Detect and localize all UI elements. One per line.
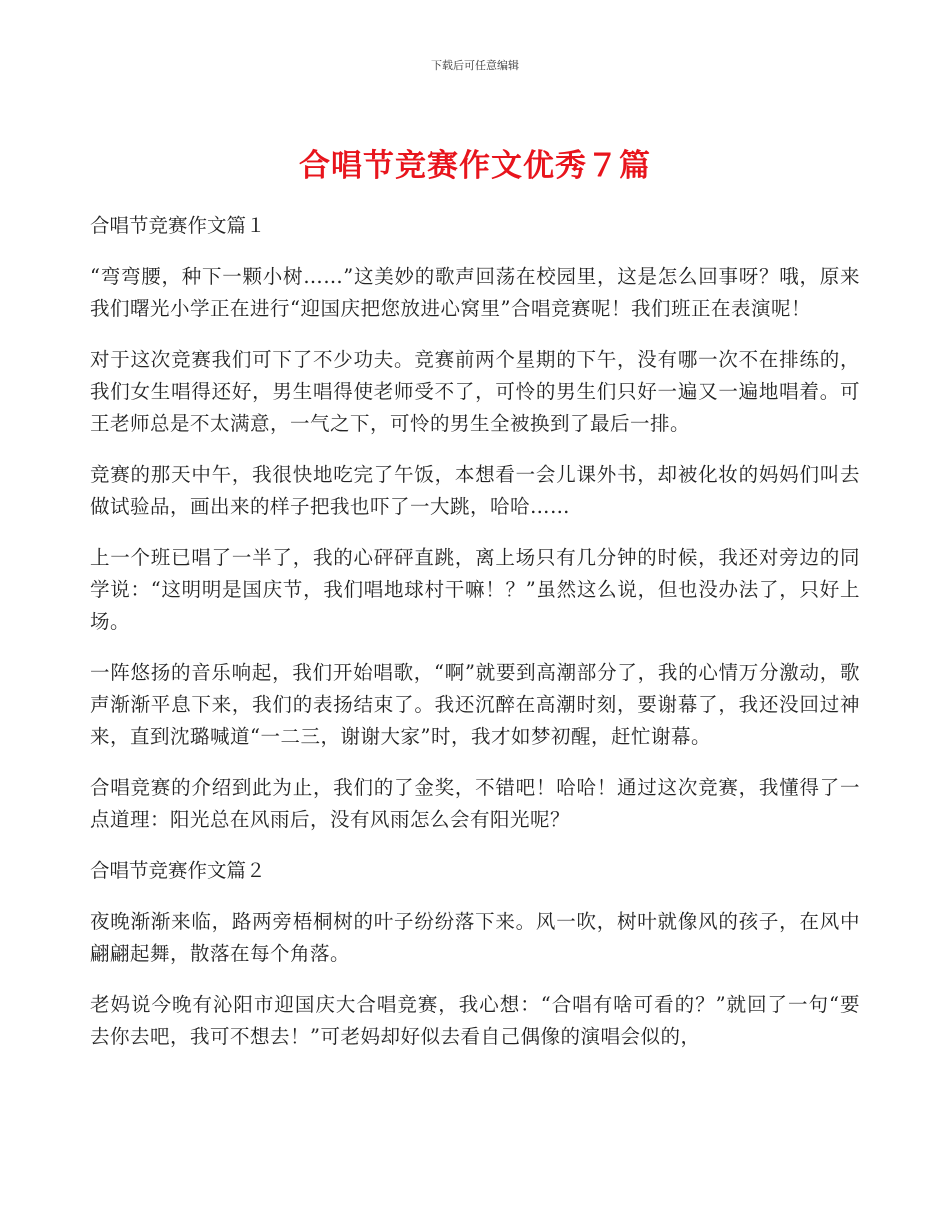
header-note: 下载后可任意编辑	[431, 59, 519, 72]
paragraph: 老妈说今晚有沁阳市迎国庆大合唱竞赛，我心想：“合唱有啥可看的？”就回了一句“要去你去吧，我可不想去！”可老妈却好似去看自己偶像的演唱会似的，	[90, 993, 860, 1048]
paragraph: 合唱竞赛的介绍到此为止，我们的了金奖，不错吧！哈哈！通过这次竞赛，我懂得了一点道理：阳光总在风雨后，没有风雨怎么会有阳光呢？	[90, 776, 860, 831]
paragraph: 一阵悠扬的音乐响起，我们开始唱歌，“啊”就要到高潮部分了，我的心情万分激动，歌声渐渐平息下来，我们的表扬结束了。我还沉醉在高潮时刻，要谢幕了，我还没回过神来，直到沈璐喊道“一二三，谢谢大家”时，我才如梦初醒，赶忙谢幕。	[90, 661, 860, 748]
document-body	[90, 210, 860, 1072]
section-heading-1: 合唱节竞赛作文篇１	[90, 214, 266, 237]
paragraph: 竞赛的那天中午，我很快地吃完了午饭，本想看一会儿课外书，却被化妆的妈妈们叫去做试验品，画出来的样子把我也吓了一大跳，哈哈……	[90, 463, 860, 518]
paragraph: 夜晚渐渐来临，路两旁梧桐树的叶子纷纷落下来。风一吹，树叶就像风的孩子，在风中翩翩起舞，散落在每个角落。	[90, 910, 860, 965]
paragraph: 对于这次竞赛我们可下了不少功夫。竞赛前两个星期的下午，没有哪一次不在排练的，我们女生唱得还好，男生唱得使老师受不了，可怜的男生们只好一遍又一遍地唱着。可王老师总是不太满意，一气之下，可怜的男生全被换到了最后一排。	[90, 348, 860, 435]
section-heading-2: 合唱节竞赛作文篇２	[90, 859, 266, 882]
paragraph: 上一个班已唱了一半了，我的心砰砰直跳，离上场只有几分钟的时候，我还对旁边的同学说：“这明明是国庆节，我们唱地球村干嘛！？”虽然这么说，但也没办法了，只好上场。	[90, 546, 860, 633]
page-title: 合唱节竞赛作文优秀７篇	[299, 148, 651, 184]
paragraph: “弯弯腰，种下一颗小树……”这美妙的歌声回荡在校园里，这是怎么回事呀？哦，原来我们曙光小学正在进行“迎国庆把您放进心窝里”合唱竞赛呢！我们班正在表演呢！	[90, 265, 860, 320]
